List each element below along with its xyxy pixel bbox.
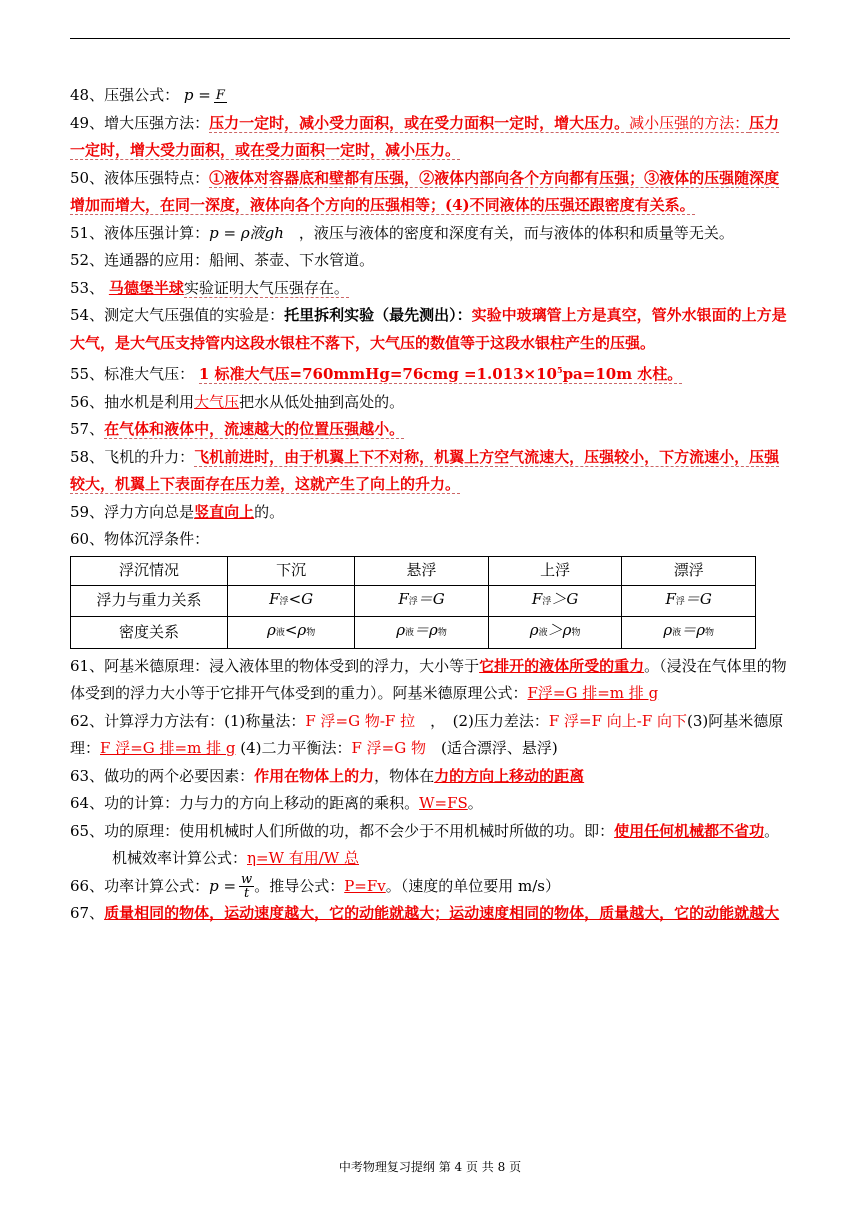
item-51: 51、液体压强计算：p = ρ液gh ，液压与液体的密度和深度有关，而与液体的体积和质量等无关。 — [70, 223, 734, 242]
sink-float-table — [70, 556, 756, 649]
page-footer: 中考物理复习提纲 第 4 页 共 8 页 — [338, 1160, 522, 1174]
fraction: F — [215, 88, 225, 103]
item-57: 57、在气体和液体中，流速越大的位置压强越小。 — [70, 420, 405, 438]
item-60: 60、物体沉浮条件： — [70, 530, 210, 548]
item-66: 66、功率计算公式：p = $\frac{w}{t}$ 。推导公式：P=Fv。（速度的单位要用 m/s） — [70, 872, 560, 901]
item-54: 54、测定大气压强值的实验是：托里拆利实验（最先测出）：实验中玻璃管上方是真空，管外水银面的上方是大气，是大气压支持管内这段水银柱不落下，大气压的数值等于这段水银柱产生的压强。 — [70, 306, 787, 352]
item-67: 67、质量相同的物体，运动速度越大，它的动能就越大；运动速度相同的物体，质量越大，它的动能就越大 — [70, 904, 780, 922]
item-49: 49、增大压强方法：压力一定时，减小受力面积，或在受力面积一定时，增大压力。减小压强的方法：压力一定时，增大受力面积，或在受力面积一定时，减小压力。 — [70, 113, 780, 159]
item-64: 64、功的计算：力与力的方向上移动的距离的乘积。W=FS。 — [70, 794, 483, 812]
item-56: 56、抽水机是利用大气压把水从低处抽到高处的。 — [70, 392, 405, 411]
item-55: 55、标准大气压： 1 标准大气压=760mmHg=76cmg $=1.013\times 10^5pa=10m$ 水柱。 — [70, 365, 683, 383]
header-rule — [70, 38, 790, 39]
item-53: 53、 马德堡半球实验证明大气压强存在。 — [70, 278, 349, 297]
item-50: 50、液体压强特点：①液体对容器底和壁都有压强，②液体内部向各个方向都有压强；③液体的压强随深度增加而增大，在同一深度，液体向各个方向的压强相等；(4)不同液体的压强还跟密度有关系。 — [70, 168, 780, 214]
fraction: $\frac{w}{t}$ — [241, 872, 253, 901]
efficiency-formula: 机械效率计算公式：η=W 有用/W 总 — [112, 849, 359, 867]
item-63: 63、做功的两个必要因素：作用在物体上的力，物体在力的方向上移动的距离 — [70, 766, 585, 785]
item-52: 52、连通器的应用：船闸、茶壶、下水管道。 — [70, 251, 375, 269]
table-header-row: 浮沉情况 下沉 悬浮 上浮 漂浮 — [71, 556, 756, 585]
table-row: 密度关系 ρ液<ρ物 ρ液＝ρ物 ρ液＞ρ物 ρ液＝ρ物 — [71, 617, 756, 649]
document-body — [70, 82, 790, 928]
item-59: 59、浮力方向总是竖直向上的。 — [70, 502, 285, 521]
item-58: 58、飞机的升力：飞机前进时，由于机翼上下不对称，机翼上方空气流速大，压强较小，下方流速小，压强较大，机翼上下表面存在压力差，这就产生了向上的升力。 — [70, 447, 780, 493]
item-65: 65、功的原理：使用机械时人们所做的功，都不会少于不用机械时所做的功。即：使用任何机械都不省功。 — [70, 821, 780, 840]
table-row: 浮力与重力关系 F浮<G F浮＝G F浮＞G F浮＝G — [71, 585, 756, 617]
item-62: 62、计算浮力方法有：(1)称量法：F 浮=G 物-F 拉 ， (2)压力差法：F 浮=F 向上-F 向下(3)阿基米德原理：F 浮=G 排=m 排 g (4)二力平衡法：F 浮=G 物 (适合漂浮、悬浮) — [70, 711, 784, 757]
item-61: 61、阿基米德原理：浸入液体里的物体受到的浮力，大小等于它排开的液体所受的重力。（浸没在气体里的物体受到的浮力大小等于它排开气体受到的重力）。阿基米德原理公式：F浮=G 排=m 排 g — [70, 656, 787, 702]
item-48: 48、压强公式： p = F — [70, 86, 225, 104]
